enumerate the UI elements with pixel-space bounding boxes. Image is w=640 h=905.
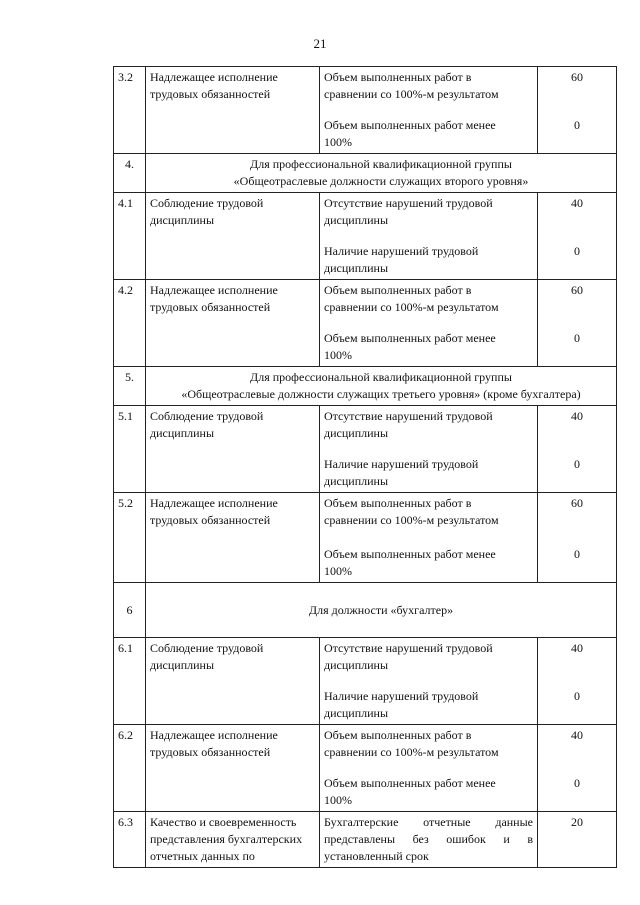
table-row [114, 638, 617, 725]
row-number: 4.2 [114, 280, 146, 367]
criterion-cell: Надлежащее исполнение трудовых обязанностей [146, 280, 320, 367]
row-number: 3.2 [114, 67, 146, 154]
score-cell: 20 [538, 812, 617, 868]
criterion-cell: Надлежащее исполнение трудовых обязанностей [146, 725, 320, 812]
table-row [114, 67, 617, 154]
score-cell: 40 0 [538, 193, 617, 280]
row-number: 4.1 [114, 193, 146, 280]
section-number: 6 [114, 583, 146, 638]
section-number: 5. [114, 367, 146, 406]
criterion-cell: Качество и своевременность представления бухгалтерских отчетных данных по [146, 812, 320, 868]
section-title: Для профессиональной квалификационной группы «Общеотраслевые должности служащих третьего уровня» (кроме бухгалтера) [146, 367, 617, 406]
criterion-cell: Надлежащее исполнение трудовых обязанностей [146, 493, 320, 583]
criterion-cell: Соблюдение трудовой дисциплины [146, 406, 320, 493]
criterion-cell: Соблюдение трудовой дисциплины [146, 193, 320, 280]
indicator-cell: Бухгалтерские отчетные данные представлены без ошибок и в установленный срок [320, 812, 538, 868]
row-number: 6.3 [114, 812, 146, 868]
score-cell: 40 0 [538, 638, 617, 725]
table-row [114, 725, 617, 812]
section-header-row [114, 367, 617, 406]
section-header-row [114, 154, 617, 193]
criteria-table [113, 66, 617, 868]
table-row [114, 812, 617, 868]
criterion-cell: Надлежащее исполнение трудовых обязанностей [146, 67, 320, 154]
indicator-cell: Отсутствие нарушений трудовой дисциплины Наличие нарушений трудовой дисциплины [320, 406, 538, 493]
row-number: 6.1 [114, 638, 146, 725]
score-cell: 60 0 [538, 280, 617, 367]
page-number: 21 [313, 36, 327, 51]
indicator-cell: Отсутствие нарушений трудовой дисциплины Наличие нарушений трудовой дисциплины [320, 193, 538, 280]
score-cell: 60 0 [538, 67, 617, 154]
indicator-cell: Объем выполненных работ в сравнении со 100%-м результатом Объем выполненных работ менее 100% [320, 67, 538, 154]
table-row [114, 493, 617, 583]
section-header-row [114, 583, 617, 638]
score-cell: 40 0 [538, 406, 617, 493]
table-row [114, 280, 617, 367]
row-number: 5.2 [114, 493, 146, 583]
row-number: 6.2 [114, 725, 146, 812]
score-cell: 60 0 [538, 493, 617, 583]
section-title: Для профессиональной квалификационной группы «Общеотраслевые должности служащих второго уровня» [146, 154, 617, 193]
indicator-cell: Объем выполненных работ в сравнении со 100%-м результатом Объем выполненных работ менее 100% [320, 493, 538, 583]
indicator-cell: Отсутствие нарушений трудовой дисциплины Наличие нарушений трудовой дисциплины [320, 638, 538, 725]
section-number: 4. [114, 154, 146, 193]
section-title: Для должности «бухгалтер» [146, 583, 617, 638]
table-row [114, 193, 617, 280]
indicator-cell: Объем выполненных работ в сравнении со 100%-м результатом Объем выполненных работ менее 100% [320, 725, 538, 812]
row-number: 5.1 [114, 406, 146, 493]
score-cell: 40 0 [538, 725, 617, 812]
table-row [114, 406, 617, 493]
criterion-cell: Соблюдение трудовой дисциплины [146, 638, 320, 725]
indicator-cell: Объем выполненных работ в сравнении со 100%-м результатом Объем выполненных работ менее 100% [320, 280, 538, 367]
